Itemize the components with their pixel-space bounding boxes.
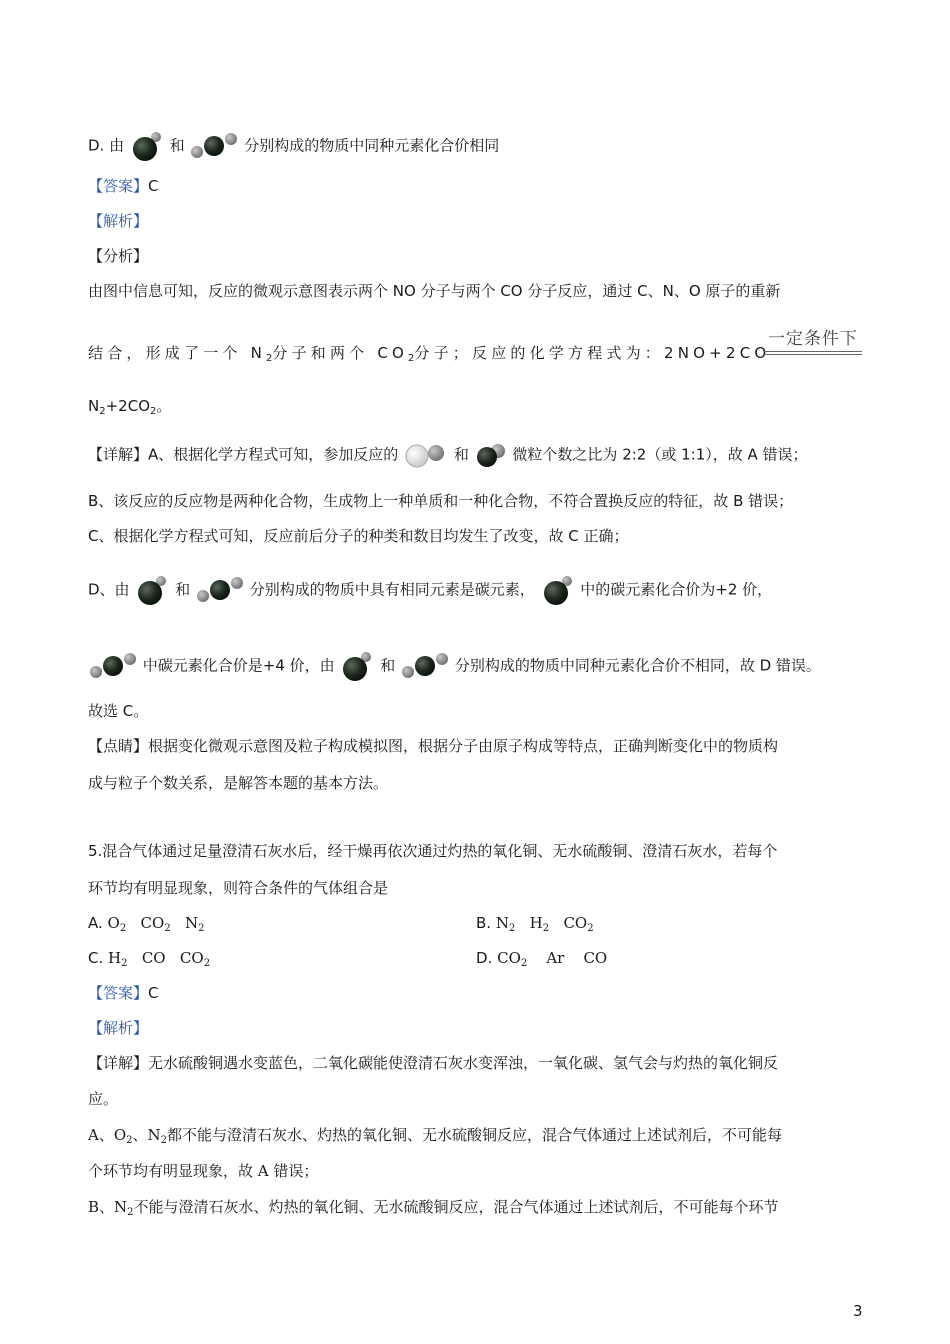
q5-answer: 【答案】C bbox=[88, 984, 159, 1002]
co2-molecule-icon bbox=[189, 130, 239, 162]
co2-molecule-icon bbox=[195, 574, 245, 606]
q4-answer: 【答案】C bbox=[88, 177, 159, 195]
page-number: 3 bbox=[853, 1302, 863, 1320]
q5-option-a: A. $O_2$ $CO_2$ $N_2$ bbox=[88, 914, 205, 934]
q5-detail-1: 【详解】无水硫酸铜遇水变蓝色，二氧化碳能使澄清石灰水变浑浊，一氧化碳、氢气会与灼热的氧化铜反 bbox=[88, 1054, 779, 1072]
co-molecule-icon bbox=[474, 440, 508, 470]
q5-a-line2: 个环节均有明显现象，故 A 错误； bbox=[88, 1162, 319, 1180]
q5-option-d: D. $CO_2$ Ar CO bbox=[476, 949, 608, 969]
q5-a-line1: A、$O_2$、$N_2$都不能与澄清石灰水、灼热的氧化铜、无水硫酸铜反应，混合气体通过上述试剂后，不可能每 bbox=[88, 1126, 783, 1146]
q4-fenxi-label: 【分析】 bbox=[88, 247, 149, 265]
q4-dianjing-2: 成与粒子个数关系，是解答本题的基本方法。 bbox=[88, 774, 389, 792]
q4-conclusion: 故选 C。 bbox=[88, 702, 149, 720]
q5-option-c: C. $H_2$ CO $CO_2$ bbox=[88, 949, 211, 969]
co-molecule-icon bbox=[129, 128, 165, 164]
co-molecule-icon bbox=[134, 572, 170, 608]
co2-molecule-icon bbox=[400, 650, 450, 682]
q4-detail-d2: 中碳元素化合价是+4 价，由 和 分别构成的物质中同种元素化合价不相同，故 D 错误。 bbox=[88, 648, 821, 684]
q4-detail-b: B、该反应的反应物是两种化合物，生成物上一种单质和一种化合物，不符合置换反应的特征，故 B 错误； bbox=[88, 492, 794, 510]
q5-analysis-label: 【解析】 bbox=[88, 1019, 149, 1037]
q4-detail-c: C、根据化学方程式可知，反应前后分子的种类和数目均发生了改变，故 C 正确； bbox=[88, 527, 629, 545]
q5-stem-1: 5.混合气体通过足量澄清石灰水后，经干燥再依次通过灼热的氧化铜、无水硫酸铜、澄清石灰水，若每个 bbox=[88, 842, 778, 860]
q4-detail-d1: D、由 和 分别构成的物质中具有相同元素是碳元素， 中的碳元素化合价为+2 价， bbox=[88, 572, 772, 608]
q5-detail-2: 应。 bbox=[88, 1090, 119, 1108]
q5-option-b: B. $N_2$ $H_2$ $CO_2$ bbox=[476, 914, 594, 934]
co-molecule-icon bbox=[339, 648, 375, 684]
q4-analysis-label: 【解析】 bbox=[88, 212, 149, 230]
co-molecule-icon bbox=[540, 572, 576, 608]
q4-fenxi-line2: 结合，形成了一个 $N_2$分子和两个 $CO_2$分子；反应的化学方程式为：2NO+2CO bbox=[88, 344, 771, 364]
prev-option-d: D. 由 和 分别构成的物质中同种元素化合价相同 bbox=[88, 128, 499, 164]
q4-detail-a: 【详解】A、根据化学方程式可知，参加反应的 和 微粒个数之比为 2:2（或 1:1），故 A 错误； bbox=[88, 440, 808, 470]
q4-dianjing-1: 【点睛】根据变化微观示意图及粒子构成模拟图，根据分子由原子构成等特点，正确判断变化中的物质构 bbox=[88, 737, 779, 755]
q4-fenxi-line3: $N_2+2CO_2$。 bbox=[88, 397, 172, 417]
equals-bar bbox=[764, 351, 862, 355]
co2-molecule-icon bbox=[88, 650, 138, 682]
q4-fenxi-line1: 由图中信息可知，反应的微观示意图表示两个 NO 分子与两个 CO 分子反应，通过 C、N、O 原子的重新 bbox=[88, 282, 781, 300]
reaction-condition: 一定条件下 bbox=[764, 329, 862, 355]
no-molecule-icon bbox=[403, 440, 449, 470]
q5-stem-2: 环节均有明显现象，则符合条件的气体组合是 bbox=[88, 879, 389, 897]
q5-b-line1: B、$N_2$不能与澄清石灰水、灼热的氧化铜、无水硫酸铜反应，混合气体通过上述试剂后，不可能每个环节 bbox=[88, 1198, 779, 1218]
